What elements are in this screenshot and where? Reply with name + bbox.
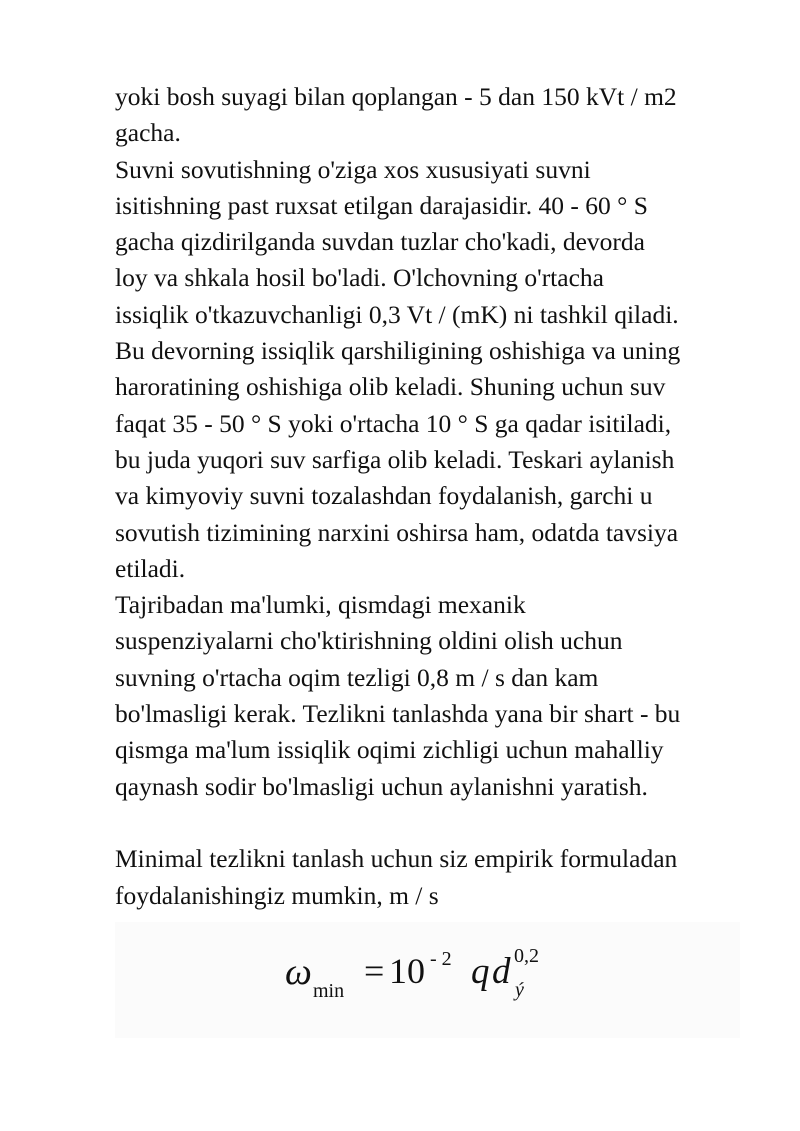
text-line: haroratining oshishiga olib keladi. Shuning uchun suv bbox=[115, 372, 666, 402]
formula-exponent: - 2 bbox=[430, 948, 452, 970]
paragraph-2 bbox=[115, 152, 755, 588]
text-line: gacha qizdirilganda suvdan tuzlar cho'kadi, devorda bbox=[115, 227, 645, 257]
text-line: sovutish tizimining narxini oshirsa ham, odatda tavsiya bbox=[115, 517, 679, 547]
text-line: Bu devorning issiqlik qarshiligining oshishiga va uning bbox=[115, 336, 681, 366]
text-line: isitishning past ruxsat etilgan darajasidir. 40 - 60 ° S bbox=[115, 190, 648, 220]
text-line: loy va shkala hosil bo'ladi. O'lchovning o'rtacha bbox=[115, 263, 604, 293]
text-line: foydalanishingiz mumkin, m / s bbox=[115, 880, 439, 910]
formula-d-superscript: 0,2 bbox=[514, 945, 539, 967]
text-line: faqat 35 - 50 ° S yoki o'rtacha 10 ° S ga qadar isitiladi, bbox=[115, 408, 672, 438]
text-line: qaynash sodir bo'lmasligi uchun aylanishni yaratish. bbox=[115, 771, 648, 801]
formula-base: 10 bbox=[389, 951, 425, 991]
text-line: issiqlik o'tkazuvchanligi 0,3 Vt / (mK) ni tashkil qiladi. bbox=[115, 299, 679, 329]
text-line: yoki bosh suyagi bilan qoplangan - 5 dan 150 kVt / m2 bbox=[115, 82, 677, 111]
text-line: Tajribadan ma'lumki, qismdagi mexanik bbox=[115, 590, 526, 620]
text-line: suspenziyalarni cho'ktirishning oldini olish uchun bbox=[115, 626, 623, 656]
formula-variable-q: q bbox=[471, 951, 490, 992]
text-line: etiladi. bbox=[115, 553, 186, 583]
formula-omega-symbol: ω bbox=[285, 951, 312, 993]
text-line: suvning o'rtacha oqim tezligi 0,8 m / s dan kam bbox=[115, 662, 599, 692]
paragraph-4 bbox=[115, 841, 755, 914]
body-text bbox=[115, 79, 755, 914]
text-line: qismga ma'lum issiqlik oqimi zichligi uchun mahalliy bbox=[115, 735, 664, 765]
paragraph-3 bbox=[115, 587, 755, 805]
formula-d-subscript: ý bbox=[515, 979, 524, 1001]
paragraph-1 bbox=[115, 79, 755, 152]
formula-variable-d: d bbox=[492, 951, 511, 992]
text-line: bu juda yuqori suv sarfiga olib keladi. Teskari aylanish bbox=[115, 444, 675, 474]
formula-image bbox=[115, 922, 740, 1038]
text-line: bo'lmasligi kerak. Tezlikni tanlashda yana bir shart - bu bbox=[115, 699, 681, 729]
text-line: Minimal tezlikni tanlash uchun siz empirik formuladan bbox=[115, 844, 678, 874]
text-line: gacha. bbox=[115, 118, 181, 148]
text-line: Suvni sovutishning o'ziga xos xususiyati suvni bbox=[115, 154, 591, 184]
paragraph-spacer bbox=[115, 805, 755, 841]
text-line: va kimyoviy suvni tozalashdan foydalanish, garchi u bbox=[115, 481, 653, 511]
formula-min-subscript: min bbox=[313, 980, 345, 1002]
formula-equals-sign: = bbox=[364, 951, 385, 991]
